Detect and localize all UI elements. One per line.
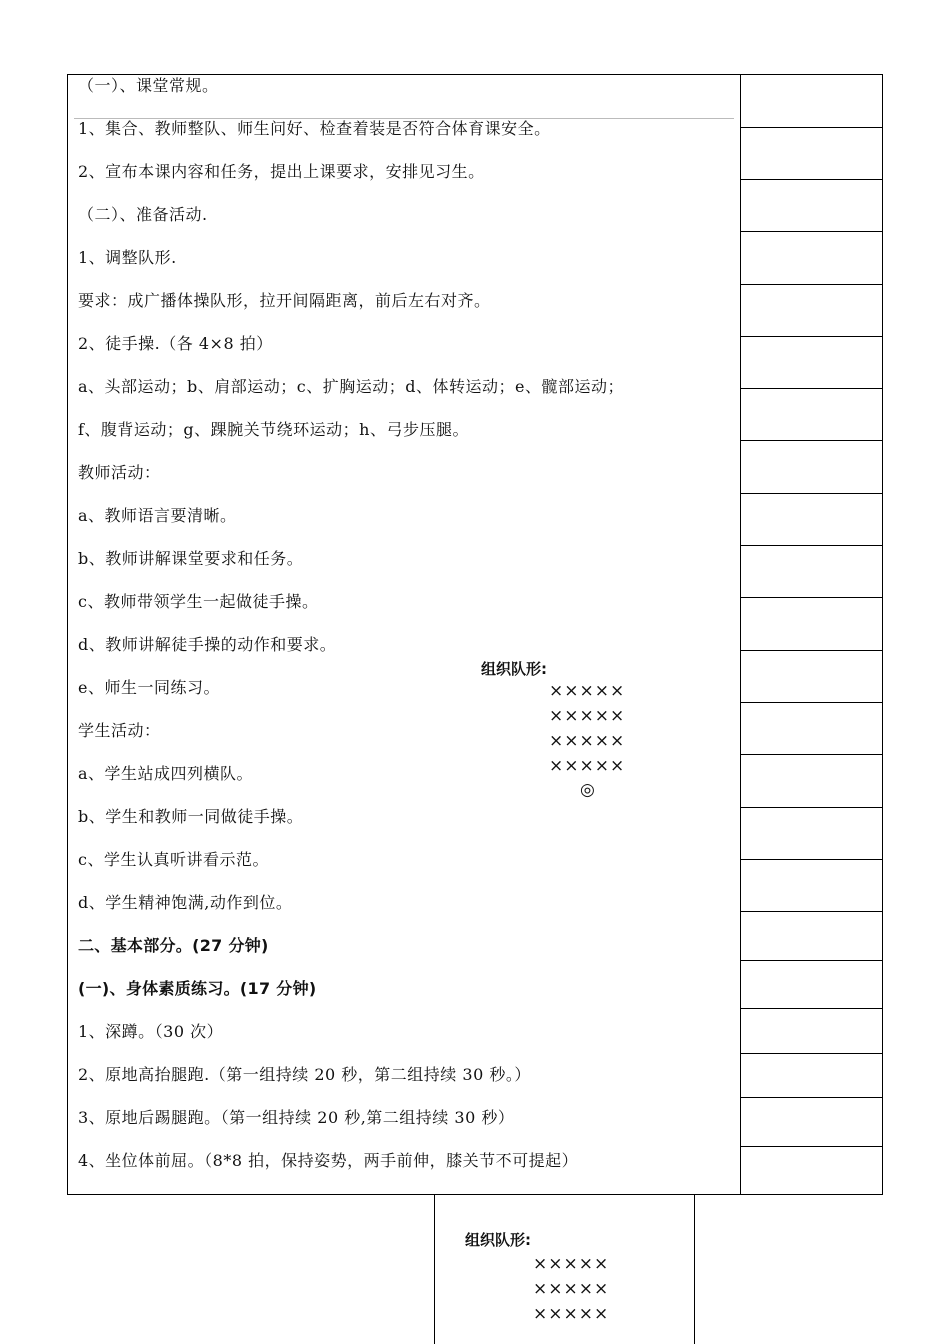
- text-line: 2、徒手操.（各 4×8 拍）: [78, 334, 273, 353]
- right-cell-divider: [740, 1053, 883, 1054]
- table-column-divider: [740, 74, 741, 1195]
- right-cell-divider: [740, 336, 883, 337]
- right-cell-divider: [740, 1097, 883, 1098]
- text-line: 4、坐位体前屈。（8*8 拍，保持姿势，两手前伸，膝关节不可提起）: [78, 1151, 579, 1170]
- section-heading-routine: （一）、课堂常规。: [78, 76, 219, 95]
- box2-right-border: [694, 1194, 695, 1344]
- formation-row: ×××××: [533, 1254, 610, 1274]
- table-bottom-border: [67, 1194, 883, 1195]
- right-cell-divider: [740, 859, 883, 860]
- right-cell-divider: [740, 1008, 883, 1009]
- formation-title-2: 组织队形:: [465, 1231, 531, 1249]
- right-cell-divider: [740, 597, 883, 598]
- right-cell-divider: [740, 127, 883, 128]
- right-cell-divider: [740, 179, 883, 180]
- text-line: c、学生认真听讲看示范。: [78, 850, 269, 869]
- text-line: 2、宣布本课内容和任务，提出上课要求，安排见习生。: [78, 162, 485, 181]
- formation-row: ×××××: [549, 706, 626, 726]
- formation-title: 组织队形:: [481, 660, 547, 678]
- right-cell-divider: [740, 650, 883, 651]
- teacher-activity-heading: 教师活动：: [78, 463, 161, 482]
- text-line: a、学生站成四列横队。: [78, 764, 254, 783]
- right-cell-divider: [740, 231, 883, 232]
- section-heading-basic: 二、基本部分。(27 分钟): [78, 936, 269, 955]
- right-cell-divider: [740, 388, 883, 389]
- text-line: e、师生一同练习。: [78, 678, 220, 697]
- right-cell-divider: [740, 807, 883, 808]
- text-line: f、腹背运动；g、踝腕关节绕环运动；h、弓步压腿。: [78, 420, 469, 439]
- text-line: 3、原地后踢腿跑。（第一组持续 20 秒,第二组持续 30 秒）: [78, 1108, 515, 1127]
- formation-row: ×××××: [549, 681, 626, 701]
- text-line: 2、原地高抬腿跑.（第一组持续 20 秒，第二组持续 30 秒。）: [78, 1065, 531, 1084]
- right-cell-divider: [740, 284, 883, 285]
- text-line: 1、集合、教师整队、师生问好、检查着装是否符合体育课安全。: [78, 119, 551, 138]
- right-cell-divider: [740, 440, 883, 441]
- formation-row: ×××××: [549, 731, 626, 751]
- table-right-border: [882, 74, 883, 1195]
- text-line: c、教师带领学生一起做徒手操。: [78, 592, 319, 611]
- formation-row: ×××××: [533, 1279, 610, 1299]
- right-cell-divider: [740, 493, 883, 494]
- text-line: b、教师讲解课堂要求和任务。: [78, 549, 304, 568]
- formation-row: ×××××: [549, 756, 626, 776]
- text-line: d、教师讲解徒手操的动作和要求。: [78, 635, 337, 654]
- right-cell-divider: [740, 1146, 883, 1147]
- right-cell-divider: [740, 702, 883, 703]
- text-line: 1、调整队形.: [78, 248, 177, 267]
- right-cell-divider: [740, 911, 883, 912]
- box2-left-border: [434, 1194, 435, 1344]
- teacher-position-icon: ◎: [580, 780, 595, 800]
- text-line: b、学生和教师一同做徒手操。: [78, 807, 304, 826]
- right-cell-divider: [740, 545, 883, 546]
- text-line: a、头部运动；b、肩部运动；c、扩胸运动；d、体转运动；e、髋部运动；: [78, 377, 624, 396]
- right-cell-divider: [740, 754, 883, 755]
- section-heading-warmup: （二）、准备活动.: [78, 205, 208, 224]
- formation-row: ×××××: [533, 1304, 610, 1324]
- student-activity-heading: 学生活动：: [78, 721, 161, 740]
- right-cell-divider: [740, 960, 883, 961]
- table-left-border: [67, 74, 68, 1195]
- text-line: 要求：成广播体操队形，拉开间隔距离，前后左右对齐。: [78, 291, 491, 310]
- text-line: a、教师语言要清晰。: [78, 506, 237, 525]
- text-line: 1、深蹲。（30 次）: [78, 1022, 224, 1041]
- text-line: d、学生精神饱满,动作到位。: [78, 893, 293, 912]
- section-heading-fitness: (一)、身体素质练习。(17 分钟): [78, 979, 317, 998]
